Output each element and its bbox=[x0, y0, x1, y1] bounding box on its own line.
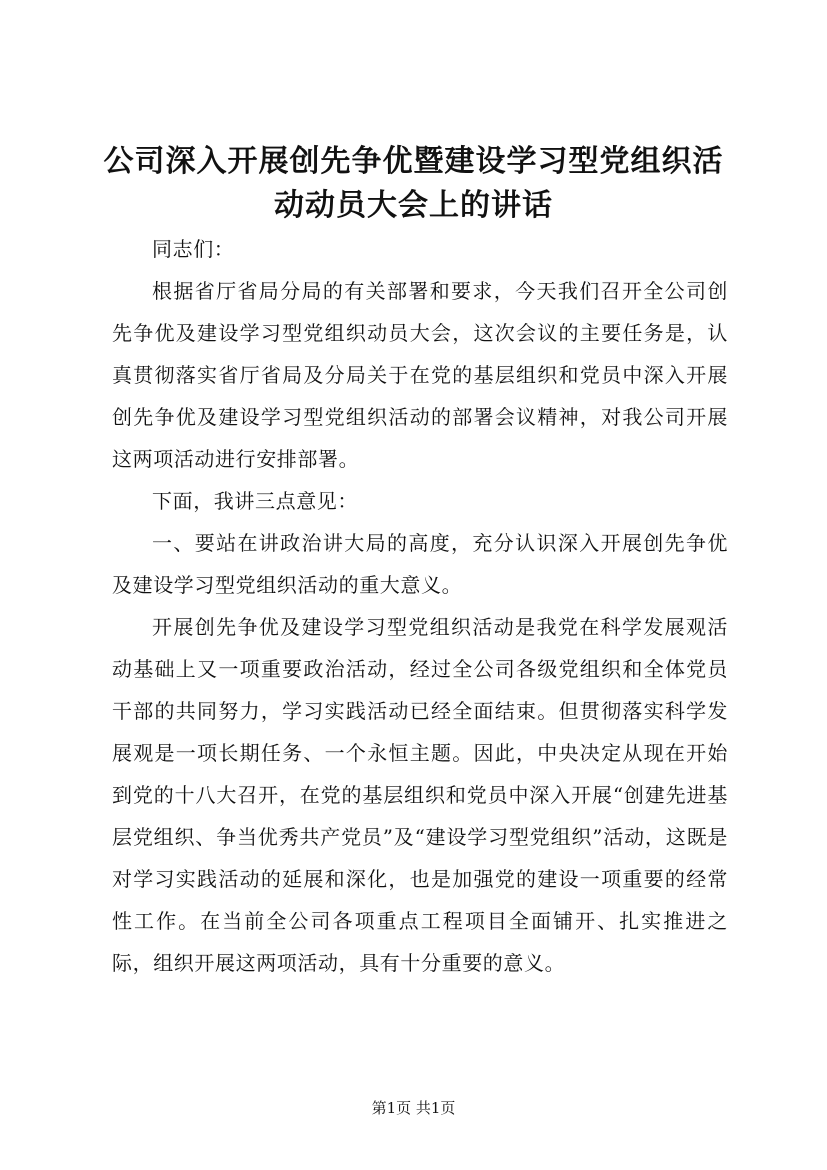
document-body bbox=[112, 228, 728, 984]
page-footer: 第1页 共1页 bbox=[371, 1099, 456, 1117]
section-heading-1: 一、要站在讲政治讲大局的高度，充分认识深入开展创先争优及建设学习型党组织活动的重大意义。 bbox=[112, 531, 728, 597]
salutation: 同志们： bbox=[152, 237, 235, 261]
document-title: 公司深入开展创先争优暨建设学习型党组织活动动员大会上的讲话 bbox=[103, 144, 724, 223]
paragraph-significance: 开展创先争优及建设学习型党组织活动是我党在科学发展观活动基础上又一项重要政治活动，经过全公司各级党组织和全体党员干部的共同努力，学习实践活动已经全面结束。但贯彻落实科学发展观是一项长期任务、一个永恒主题。因此，中央决定从现在开始到党的十八大召开，在党的基层组织和党员中深入开展“创建先进基层党组织、争当优秀共产党员”及“建设学习型党组织”活动，这既是对学习实践活动的延展和深化，也是加强党的建设一项重要的经常性工作。在当前全公司各项重点工程项目全面铺开、扎实推进之际，组织开展这两项活动，具有十分重要的意义。 bbox=[112, 615, 728, 975]
paragraph-outline: 下面，我讲三点意见： bbox=[152, 489, 358, 513]
paragraph-intro: 根据省厅省局分局的有关部署和要求，今天我们召开全公司创先争优及建设学习型党组织动员大会，这次会议的主要任务是，认真贯彻落实省厅省局及分局关于在党的基层组织和党员中深入开展创先争优及建设学习型党组织活动的部署会议精神，对我公司开展这两项活动进行安排部署。 bbox=[112, 279, 728, 471]
